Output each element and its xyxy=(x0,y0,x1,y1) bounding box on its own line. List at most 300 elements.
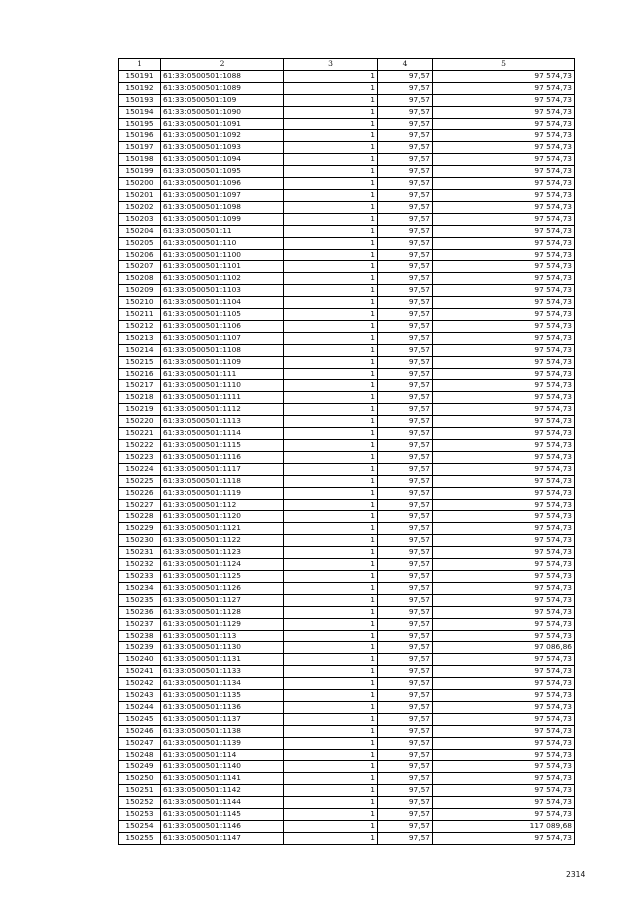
cadastral-number: 61:33:0500501:1114 xyxy=(161,428,284,440)
quantity-cell: 1 xyxy=(284,737,378,749)
quantity-cell: 1 xyxy=(284,535,378,547)
table-row xyxy=(119,94,575,106)
row-number: 150243 xyxy=(119,690,161,702)
row-number: 150249 xyxy=(119,761,161,773)
table-row xyxy=(119,82,575,94)
row-number: 150227 xyxy=(119,499,161,511)
value-cell: 97,57 xyxy=(378,678,433,690)
value-cell: 97,57 xyxy=(378,178,433,190)
amount-cell: 97 574,73 xyxy=(433,118,575,130)
table-row xyxy=(119,630,575,642)
amount-cell: 97 574,73 xyxy=(433,487,575,499)
table-row xyxy=(119,154,575,166)
value-cell: 97,57 xyxy=(378,285,433,297)
table-row xyxy=(119,142,575,154)
amount-cell: 97 574,73 xyxy=(433,356,575,368)
cadastral-number: 61:33:0500501:1127 xyxy=(161,594,284,606)
cadastral-number: 61:33:0500501:1138 xyxy=(161,725,284,737)
quantity-cell: 1 xyxy=(284,463,378,475)
row-number: 150228 xyxy=(119,511,161,523)
table-row xyxy=(119,606,575,618)
cadastral-number: 61:33:0500501:1145 xyxy=(161,809,284,821)
quantity-cell: 1 xyxy=(284,297,378,309)
row-number: 150239 xyxy=(119,642,161,654)
quantity-cell: 1 xyxy=(284,142,378,154)
row-number: 150233 xyxy=(119,570,161,582)
table-row xyxy=(119,678,575,690)
quantity-cell: 1 xyxy=(284,368,378,380)
register-table xyxy=(118,58,575,845)
cadastral-number: 61:33:0500501:1103 xyxy=(161,285,284,297)
amount-cell: 97 574,73 xyxy=(433,285,575,297)
quantity-cell: 1 xyxy=(284,642,378,654)
amount-cell: 97 574,73 xyxy=(433,713,575,725)
quantity-cell: 1 xyxy=(284,392,378,404)
cadastral-number: 61:33:0500501:1107 xyxy=(161,332,284,344)
value-cell: 97,57 xyxy=(378,189,433,201)
row-number: 150242 xyxy=(119,678,161,690)
row-number: 150207 xyxy=(119,261,161,273)
column-header-3: 3 xyxy=(284,59,378,71)
cadastral-number: 61:33:0500501:1097 xyxy=(161,189,284,201)
row-number: 150209 xyxy=(119,285,161,297)
amount-cell: 97 574,73 xyxy=(433,606,575,618)
value-cell: 97,57 xyxy=(378,606,433,618)
row-number: 150195 xyxy=(119,118,161,130)
cadastral-number: 61:33:0500501:1113 xyxy=(161,416,284,428)
table-row xyxy=(119,368,575,380)
cadastral-number: 61:33:0500501:1091 xyxy=(161,118,284,130)
quantity-cell: 1 xyxy=(284,344,378,356)
row-number: 150208 xyxy=(119,273,161,285)
row-number: 150203 xyxy=(119,213,161,225)
table-row xyxy=(119,749,575,761)
value-cell: 97,57 xyxy=(378,320,433,332)
value-cell: 97,57 xyxy=(378,297,433,309)
row-number: 150237 xyxy=(119,618,161,630)
quantity-cell: 1 xyxy=(284,416,378,428)
cadastral-number: 61:33:0500501:1128 xyxy=(161,606,284,618)
table-row xyxy=(119,463,575,475)
cadastral-number: 61:33:0500501:1119 xyxy=(161,487,284,499)
cadastral-number: 61:33:0500501:1122 xyxy=(161,535,284,547)
table-row xyxy=(119,356,575,368)
row-number: 150236 xyxy=(119,606,161,618)
amount-cell: 97 574,73 xyxy=(433,725,575,737)
row-number: 150254 xyxy=(119,821,161,833)
cadastral-number: 61:33:0500501:1137 xyxy=(161,713,284,725)
cadastral-number: 61:33:0500501:1099 xyxy=(161,213,284,225)
row-number: 150191 xyxy=(119,70,161,82)
row-number: 150204 xyxy=(119,225,161,237)
amount-cell: 97 574,73 xyxy=(433,582,575,594)
cadastral-number: 61:33:0500501:1095 xyxy=(161,166,284,178)
cadastral-number: 61:33:0500501:1126 xyxy=(161,582,284,594)
amount-cell: 97 574,73 xyxy=(433,749,575,761)
amount-cell: 97 574,73 xyxy=(433,201,575,213)
table-row xyxy=(119,654,575,666)
row-number: 150241 xyxy=(119,666,161,678)
amount-cell: 97 574,73 xyxy=(433,535,575,547)
value-cell: 97,57 xyxy=(378,463,433,475)
value-cell: 97,57 xyxy=(378,713,433,725)
cadastral-number: 61:33:0500501:1140 xyxy=(161,761,284,773)
table-row xyxy=(119,761,575,773)
value-cell: 97,57 xyxy=(378,440,433,452)
column-header-5: 5 xyxy=(433,59,575,71)
value-cell: 97,57 xyxy=(378,154,433,166)
table-row xyxy=(119,832,575,844)
row-number: 150217 xyxy=(119,380,161,392)
table-row xyxy=(119,273,575,285)
amount-cell: 97 574,73 xyxy=(433,547,575,559)
cadastral-number: 61:33:0500501:1117 xyxy=(161,463,284,475)
table-row xyxy=(119,380,575,392)
table-row xyxy=(119,201,575,213)
cadastral-number: 61:33:0500501:1090 xyxy=(161,106,284,118)
row-number: 150214 xyxy=(119,344,161,356)
amount-cell: 97 574,73 xyxy=(433,678,575,690)
quantity-cell: 1 xyxy=(284,213,378,225)
cadastral-number: 61:33:0500501:1118 xyxy=(161,475,284,487)
cadastral-number: 61:33:0500501:1093 xyxy=(161,142,284,154)
cadastral-number: 61:33:0500501:1111 xyxy=(161,392,284,404)
amount-cell: 97 574,73 xyxy=(433,261,575,273)
table-row xyxy=(119,166,575,178)
cadastral-number: 61:33:0500501:1133 xyxy=(161,666,284,678)
quantity-cell: 1 xyxy=(284,630,378,642)
value-cell: 97,57 xyxy=(378,368,433,380)
row-number: 150194 xyxy=(119,106,161,118)
table-row xyxy=(119,701,575,713)
table-row xyxy=(119,690,575,702)
amount-cell: 97 574,73 xyxy=(433,809,575,821)
value-cell: 97,57 xyxy=(378,142,433,154)
amount-cell: 97 574,73 xyxy=(433,225,575,237)
table-row xyxy=(119,404,575,416)
quantity-cell: 1 xyxy=(284,785,378,797)
column-header-4: 4 xyxy=(378,59,433,71)
row-number: 150197 xyxy=(119,142,161,154)
cadastral-number: 61:33:0500501:1096 xyxy=(161,178,284,190)
cadastral-number: 61:33:0500501:1139 xyxy=(161,737,284,749)
amount-cell: 97 574,73 xyxy=(433,570,575,582)
value-cell: 97,57 xyxy=(378,118,433,130)
value-cell: 97,57 xyxy=(378,82,433,94)
value-cell: 97,57 xyxy=(378,618,433,630)
row-number: 150224 xyxy=(119,463,161,475)
amount-cell: 97 574,73 xyxy=(433,380,575,392)
cadastral-number: 61:33:0500501:109 xyxy=(161,94,284,106)
quantity-cell: 1 xyxy=(284,320,378,332)
table-row xyxy=(119,70,575,82)
table-row xyxy=(119,428,575,440)
quantity-cell: 1 xyxy=(284,809,378,821)
row-number: 150248 xyxy=(119,749,161,761)
quantity-cell: 1 xyxy=(284,189,378,201)
cadastral-number: 61:33:0500501:1112 xyxy=(161,404,284,416)
cadastral-number: 61:33:0500501:1123 xyxy=(161,547,284,559)
column-header-2: 2 xyxy=(161,59,284,71)
quantity-cell: 1 xyxy=(284,547,378,559)
quantity-cell: 1 xyxy=(284,618,378,630)
value-cell: 97,57 xyxy=(378,570,433,582)
value-cell: 97,57 xyxy=(378,642,433,654)
quantity-cell: 1 xyxy=(284,582,378,594)
amount-cell: 97 574,73 xyxy=(433,654,575,666)
cadastral-number: 61:33:0500501:1116 xyxy=(161,451,284,463)
amount-cell: 97 574,73 xyxy=(433,416,575,428)
row-number: 150205 xyxy=(119,237,161,249)
amount-cell: 97 574,73 xyxy=(433,344,575,356)
amount-cell: 97 574,73 xyxy=(433,189,575,201)
amount-cell: 97 086,86 xyxy=(433,642,575,654)
value-cell: 97,57 xyxy=(378,511,433,523)
cadastral-number: 61:33:0500501:1146 xyxy=(161,821,284,833)
quantity-cell: 1 xyxy=(284,332,378,344)
amount-cell: 97 574,73 xyxy=(433,130,575,142)
quantity-cell: 1 xyxy=(284,428,378,440)
cadastral-number: 61:33:0500501:1144 xyxy=(161,797,284,809)
column-header-1: 1 xyxy=(119,59,161,71)
quantity-cell: 1 xyxy=(284,380,378,392)
amount-cell: 97 574,73 xyxy=(433,106,575,118)
amount-cell: 97 574,73 xyxy=(433,320,575,332)
row-number: 150196 xyxy=(119,130,161,142)
quantity-cell: 1 xyxy=(284,94,378,106)
amount-cell: 97 574,73 xyxy=(433,832,575,844)
value-cell: 97,57 xyxy=(378,261,433,273)
row-number: 150251 xyxy=(119,785,161,797)
amount-cell: 97 574,73 xyxy=(433,82,575,94)
amount-cell: 97 574,73 xyxy=(433,451,575,463)
row-number: 150235 xyxy=(119,594,161,606)
table-row xyxy=(119,285,575,297)
amount-cell: 97 574,73 xyxy=(433,166,575,178)
quantity-cell: 1 xyxy=(284,511,378,523)
amount-cell: 97 574,73 xyxy=(433,701,575,713)
quantity-cell: 1 xyxy=(284,654,378,666)
table-row xyxy=(119,213,575,225)
quantity-cell: 1 xyxy=(284,761,378,773)
row-number: 150211 xyxy=(119,309,161,321)
table-row xyxy=(119,475,575,487)
value-cell: 97,57 xyxy=(378,237,433,249)
amount-cell: 97 574,73 xyxy=(433,594,575,606)
amount-cell: 97 574,73 xyxy=(433,94,575,106)
cadastral-number: 61:33:0500501:110 xyxy=(161,237,284,249)
cadastral-number: 61:33:0500501:1147 xyxy=(161,832,284,844)
table-row xyxy=(119,106,575,118)
quantity-cell: 1 xyxy=(284,832,378,844)
cadastral-number: 61:33:0500501:1100 xyxy=(161,249,284,261)
quantity-cell: 1 xyxy=(284,130,378,142)
value-cell: 97,57 xyxy=(378,309,433,321)
cadastral-number: 61:33:0500501:114 xyxy=(161,749,284,761)
row-number: 150255 xyxy=(119,832,161,844)
value-cell: 97,57 xyxy=(378,225,433,237)
quantity-cell: 1 xyxy=(284,559,378,571)
row-number: 150229 xyxy=(119,523,161,535)
row-number: 150252 xyxy=(119,797,161,809)
row-number: 150223 xyxy=(119,451,161,463)
value-cell: 97,57 xyxy=(378,475,433,487)
value-cell: 97,57 xyxy=(378,797,433,809)
table-row xyxy=(119,511,575,523)
row-number: 150238 xyxy=(119,630,161,642)
row-number: 150247 xyxy=(119,737,161,749)
cadastral-number: 61:33:0500501:1110 xyxy=(161,380,284,392)
value-cell: 97,57 xyxy=(378,761,433,773)
row-number: 150193 xyxy=(119,94,161,106)
table-row xyxy=(119,332,575,344)
table-row xyxy=(119,570,575,582)
row-number: 150202 xyxy=(119,201,161,213)
quantity-cell: 1 xyxy=(284,166,378,178)
table-row xyxy=(119,344,575,356)
table-row xyxy=(119,237,575,249)
row-number: 150212 xyxy=(119,320,161,332)
value-cell: 97,57 xyxy=(378,725,433,737)
value-cell: 97,57 xyxy=(378,166,433,178)
table-row xyxy=(119,451,575,463)
cadastral-number: 61:33:0500501:1136 xyxy=(161,701,284,713)
quantity-cell: 1 xyxy=(284,475,378,487)
quantity-cell: 1 xyxy=(284,678,378,690)
value-cell: 97,57 xyxy=(378,249,433,261)
amount-cell: 97 574,73 xyxy=(433,475,575,487)
amount-cell: 97 574,73 xyxy=(433,499,575,511)
table-row xyxy=(119,642,575,654)
row-number: 150232 xyxy=(119,559,161,571)
amount-cell: 97 574,73 xyxy=(433,249,575,261)
cadastral-number: 61:33:0500501:111 xyxy=(161,368,284,380)
row-number: 150244 xyxy=(119,701,161,713)
table-row xyxy=(119,297,575,309)
quantity-cell: 1 xyxy=(284,666,378,678)
table-row xyxy=(119,178,575,190)
cadastral-number: 61:33:0500501:1130 xyxy=(161,642,284,654)
value-cell: 97,57 xyxy=(378,380,433,392)
amount-cell: 97 574,73 xyxy=(433,690,575,702)
quantity-cell: 1 xyxy=(284,237,378,249)
value-cell: 97,57 xyxy=(378,106,433,118)
quantity-cell: 1 xyxy=(284,773,378,785)
table-row xyxy=(119,773,575,785)
amount-cell: 97 574,73 xyxy=(433,309,575,321)
row-number: 150219 xyxy=(119,404,161,416)
quantity-cell: 1 xyxy=(284,261,378,273)
amount-cell: 97 574,73 xyxy=(433,618,575,630)
quantity-cell: 1 xyxy=(284,749,378,761)
cadastral-number: 61:33:0500501:1101 xyxy=(161,261,284,273)
table-row xyxy=(119,713,575,725)
row-number: 150210 xyxy=(119,297,161,309)
amount-cell: 97 574,73 xyxy=(433,213,575,225)
amount-cell: 97 574,73 xyxy=(433,154,575,166)
value-cell: 97,57 xyxy=(378,547,433,559)
quantity-cell: 1 xyxy=(284,154,378,166)
value-cell: 97,57 xyxy=(378,821,433,833)
table-row xyxy=(119,559,575,571)
quantity-cell: 1 xyxy=(284,285,378,297)
value-cell: 97,57 xyxy=(378,773,433,785)
quantity-cell: 1 xyxy=(284,570,378,582)
amount-cell: 97 574,73 xyxy=(433,785,575,797)
cadastral-number: 61:33:0500501:1104 xyxy=(161,297,284,309)
table-row xyxy=(119,594,575,606)
table-body xyxy=(119,70,575,844)
quantity-cell: 1 xyxy=(284,713,378,725)
quantity-cell: 1 xyxy=(284,225,378,237)
cadastral-number: 61:33:0500501:1131 xyxy=(161,654,284,666)
quantity-cell: 1 xyxy=(284,701,378,713)
value-cell: 97,57 xyxy=(378,701,433,713)
quantity-cell: 1 xyxy=(284,106,378,118)
quantity-cell: 1 xyxy=(284,201,378,213)
table-row xyxy=(119,225,575,237)
cadastral-number: 61:33:0500501:1105 xyxy=(161,309,284,321)
amount-cell: 97 574,73 xyxy=(433,70,575,82)
value-cell: 97,57 xyxy=(378,392,433,404)
table-row xyxy=(119,666,575,678)
quantity-cell: 1 xyxy=(284,309,378,321)
value-cell: 97,57 xyxy=(378,94,433,106)
table-row xyxy=(119,547,575,559)
cadastral-number: 61:33:0500501:1089 xyxy=(161,82,284,94)
quantity-cell: 1 xyxy=(284,523,378,535)
row-number: 150192 xyxy=(119,82,161,94)
value-cell: 97,57 xyxy=(378,130,433,142)
amount-cell: 97 574,73 xyxy=(433,428,575,440)
row-number: 150213 xyxy=(119,332,161,344)
value-cell: 97,57 xyxy=(378,416,433,428)
cadastral-number: 61:33:0500501:112 xyxy=(161,499,284,511)
row-number: 150246 xyxy=(119,725,161,737)
amount-cell: 97 574,73 xyxy=(433,630,575,642)
quantity-cell: 1 xyxy=(284,690,378,702)
value-cell: 97,57 xyxy=(378,332,433,344)
quantity-cell: 1 xyxy=(284,499,378,511)
row-number: 150198 xyxy=(119,154,161,166)
value-cell: 97,57 xyxy=(378,594,433,606)
value-cell: 97,57 xyxy=(378,559,433,571)
quantity-cell: 1 xyxy=(284,440,378,452)
amount-cell: 97 574,73 xyxy=(433,392,575,404)
quantity-cell: 1 xyxy=(284,606,378,618)
value-cell: 97,57 xyxy=(378,582,433,594)
table-row xyxy=(119,725,575,737)
amount-cell: 97 574,73 xyxy=(433,404,575,416)
amount-cell: 97 574,73 xyxy=(433,440,575,452)
amount-cell: 97 574,73 xyxy=(433,178,575,190)
amount-cell: 97 574,73 xyxy=(433,559,575,571)
quantity-cell: 1 xyxy=(284,725,378,737)
cadastral-number: 61:33:0500501:1094 xyxy=(161,154,284,166)
row-number: 150201 xyxy=(119,189,161,201)
table-row xyxy=(119,189,575,201)
row-number: 150234 xyxy=(119,582,161,594)
value-cell: 97,57 xyxy=(378,70,433,82)
row-number: 150220 xyxy=(119,416,161,428)
value-cell: 97,57 xyxy=(378,535,433,547)
row-number: 150231 xyxy=(119,547,161,559)
row-number: 150200 xyxy=(119,178,161,190)
amount-cell: 97 574,73 xyxy=(433,463,575,475)
table-row xyxy=(119,487,575,499)
value-cell: 97,57 xyxy=(378,832,433,844)
quantity-cell: 1 xyxy=(284,118,378,130)
